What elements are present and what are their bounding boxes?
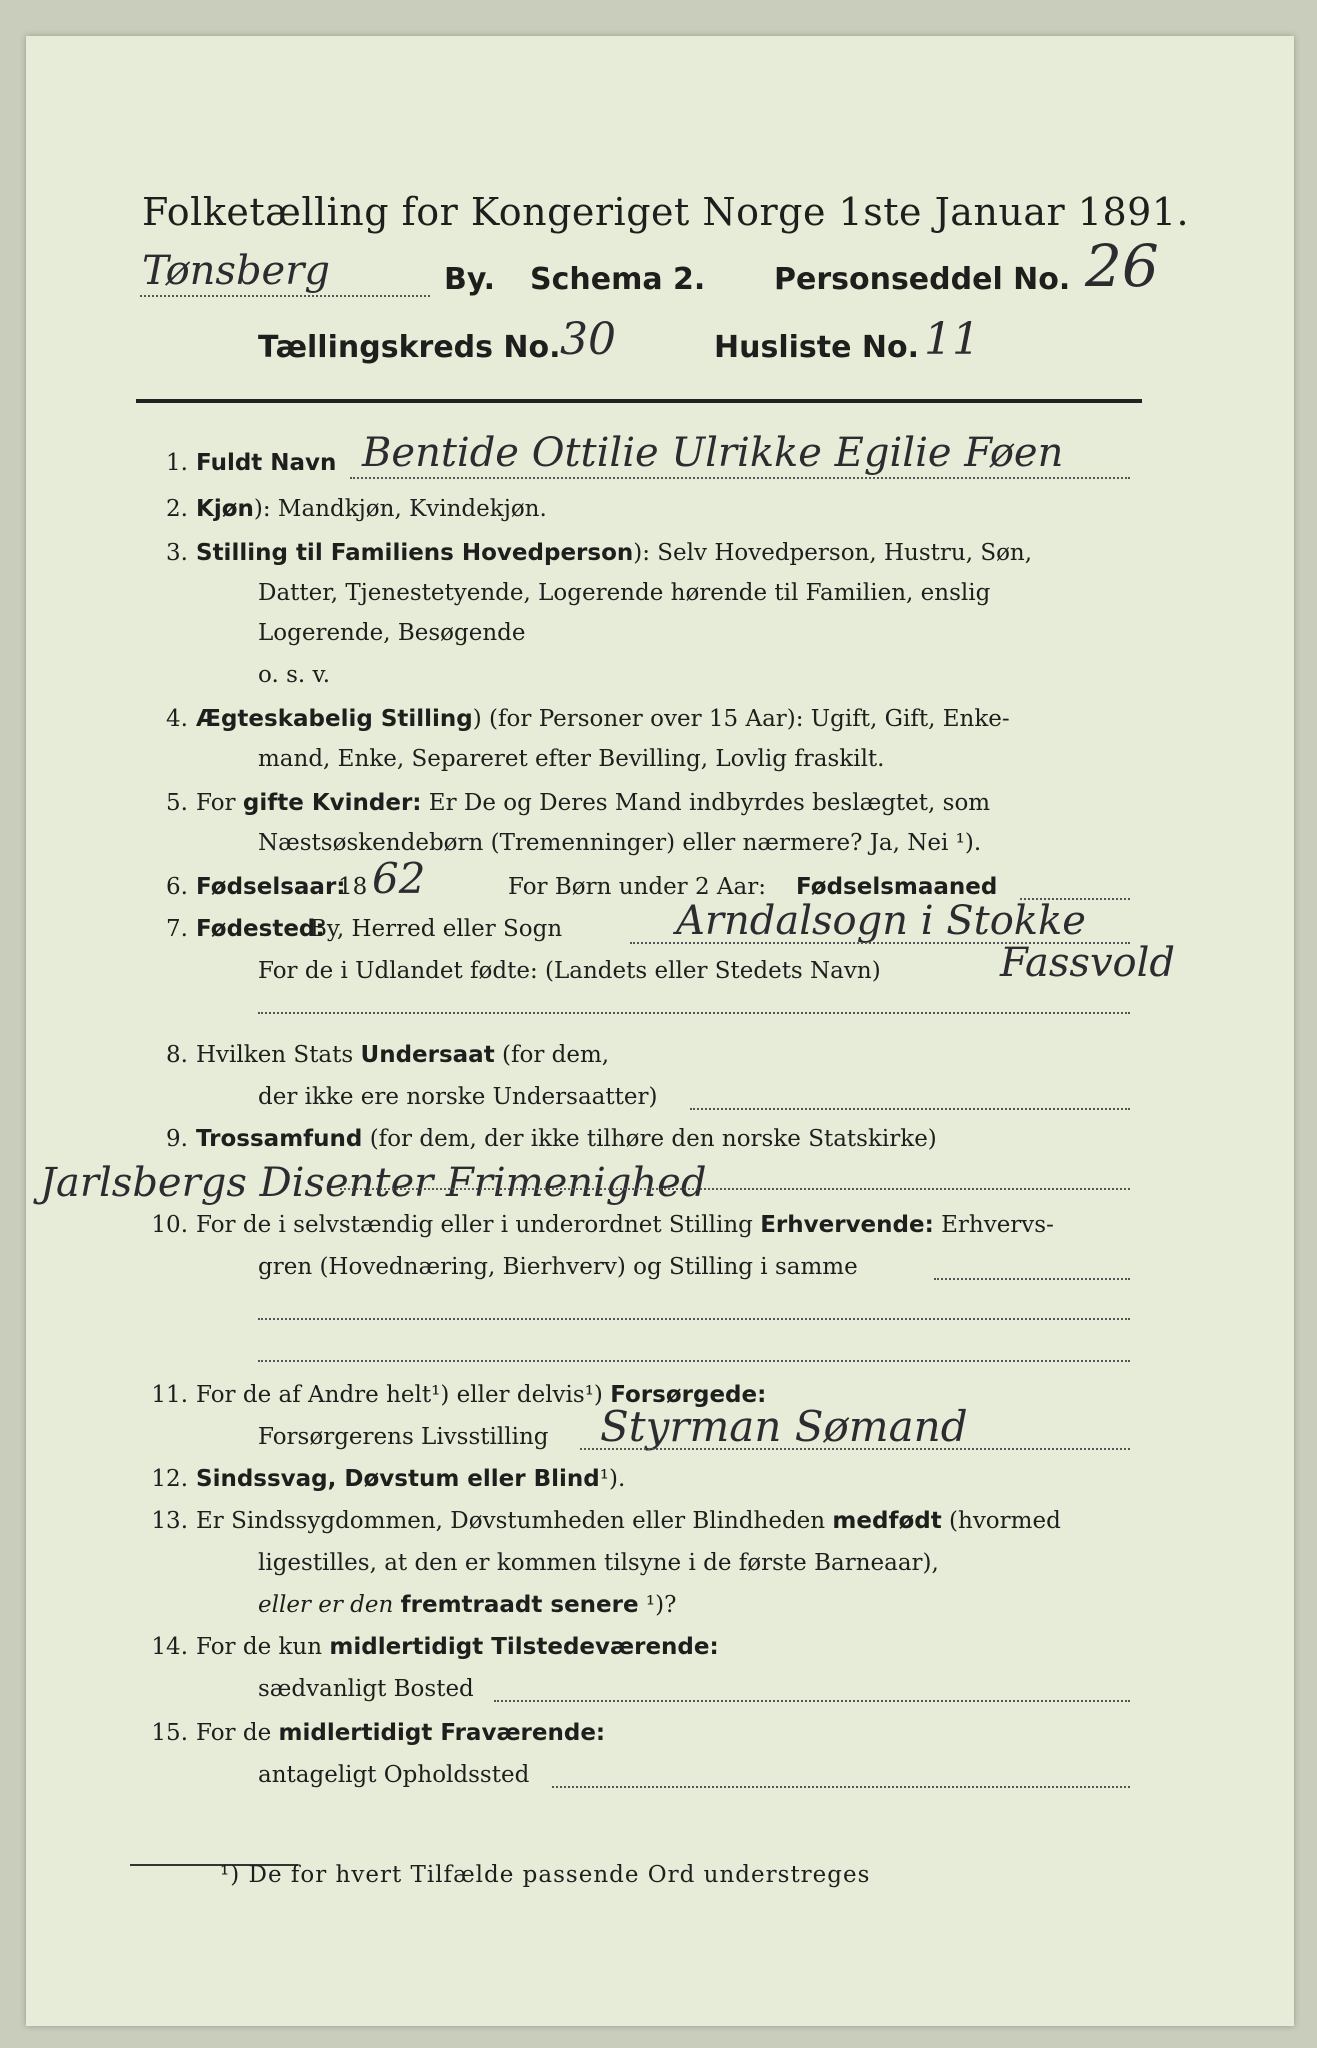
footnote: ¹) De for hvert Tilfælde passende Ord understreges <box>220 1862 871 1888</box>
married-women-label: gifte Kvinder: <box>242 790 422 816</box>
temp-absent-label: midlertidigt Fraværende: <box>278 1720 606 1746</box>
citizenship-text: Hvilken Stats <box>196 1042 354 1068</box>
full-name-value: Bentide Ottilie Ulrikke Egilie Føen <box>362 430 1064 476</box>
religion-line <box>340 1188 1130 1190</box>
occupation-line-1 <box>934 1278 1130 1280</box>
kreds-number: 30 <box>560 314 616 365</box>
item-number: 7. <box>166 916 188 942</box>
citizenship-text-2: (for dem, <box>494 1042 610 1068</box>
by-label: By. <box>444 262 496 297</box>
gender-row <box>196 496 547 522</box>
personseddel-label: Personseddel No. <box>774 262 1071 297</box>
full-name-line <box>350 477 1130 479</box>
item-number: 13. <box>151 1508 188 1534</box>
married-women-question-2: Næstsøskendebørn (Tremenninger) eller nærmere? Ja, Nei ¹). <box>258 830 982 856</box>
item-number: 14. <box>151 1634 188 1660</box>
citizenship-line <box>690 1108 1130 1110</box>
congenital-row <box>196 1508 1061 1534</box>
temp-absent-row <box>196 1720 605 1746</box>
position-options-4: o. s. v. <box>258 662 331 688</box>
congenital-subtext: ligestilles, at den er kommen tilsyne i de første Barneaar), <box>258 1550 939 1576</box>
citizenship-row <box>196 1042 609 1068</box>
occupation-text: For de i selvstændig eller i underordnet Stilling <box>196 1212 753 1238</box>
congenital-subtext-2 <box>258 1592 676 1618</box>
congenital-text-2: (hvormed <box>941 1508 1061 1534</box>
disability-text: ¹). <box>599 1466 626 1492</box>
presumed-residence-label: antageligt Opholdssted <box>258 1762 530 1788</box>
item-number: 9. <box>166 1126 188 1152</box>
schema-label: Schema 2. <box>530 262 706 297</box>
personseddel-number: 26 <box>1085 232 1159 300</box>
marital-label: Ægteskabelig Stilling <box>196 706 473 732</box>
married-women-question-1: Er De og Deres Mand indbyrdes beslægtet, som <box>421 790 991 816</box>
husliste-number: 11 <box>924 314 980 365</box>
married-women-prefix: For <box>196 790 243 816</box>
item-number: 8. <box>166 1042 188 1068</box>
congenital-label: medfødt <box>832 1508 942 1534</box>
husliste-label: Husliste No. <box>714 330 919 365</box>
position-row <box>196 540 1032 566</box>
item-number: 4. <box>166 706 188 732</box>
supported-label: Forsørgede: <box>610 1382 767 1408</box>
congenital-text: Er Sindssygdommen, Døvstumheden eller Blindheden <box>196 1508 826 1534</box>
position-options-1: ): Selv Hovedperson, Hustru, Søn, <box>633 540 1033 566</box>
item-number: 2. <box>166 496 188 522</box>
birth-year-prefix: 18 <box>338 874 368 900</box>
provider-occupation-value: Styrman Sømand <box>600 1402 968 1451</box>
congenital-or: eller er den <box>258 1592 401 1618</box>
city-handwritten: Tønsberg <box>142 248 330 294</box>
item-number: 10. <box>151 1212 188 1238</box>
disability-row <box>196 1466 625 1492</box>
occupation-text-2: Erhvervs- <box>933 1212 1054 1238</box>
item-number: 11. <box>151 1382 188 1408</box>
religion-text: (for dem, der ikke tilhøre den norske Statskirke) <box>362 1126 937 1152</box>
temp-absent-text: For de <box>196 1720 272 1746</box>
married-women-row <box>196 790 990 816</box>
temp-present-label: midlertidigt Tilstedeværende: <box>329 1634 719 1660</box>
item-number: 6. <box>166 874 188 900</box>
gender-label: Kjøn <box>196 496 254 522</box>
position-label: Stilling til Familiens Hovedperson <box>196 540 634 566</box>
item-number: 15. <box>151 1720 188 1746</box>
position-options-2: Datter, Tjenestetyende, Logerende hørende til Familien, enslig <box>258 580 991 606</box>
occupation-line-2 <box>258 1318 1130 1320</box>
marital-options-1: ) (for Personer over 15 Aar): Ugift, Gift, Enke- <box>472 706 1010 732</box>
provider-occupation-label: Forsørgerens Livsstilling <box>258 1424 549 1450</box>
birth-year-label: Fødselsaar: <box>196 874 346 900</box>
marital-row <box>196 706 1010 732</box>
birthplace-options: By, Herred eller Sogn <box>310 916 563 942</box>
birth-month-text: For Børn under 2 Aar: <box>508 874 766 900</box>
religion-label: Trossamfund <box>196 1126 363 1152</box>
birth-year-value: 62 <box>372 854 426 903</box>
occupation-subtext: gren (Hovednæring, Bierhverv) og Stilling i samme <box>258 1254 858 1280</box>
congenital-later-label: fremtraadt senere <box>400 1592 639 1618</box>
religion-value: Jarlsbergs Disenter Frimenighed <box>40 1160 707 1206</box>
item-number: 1. <box>166 450 188 476</box>
marital-options-2: mand, Enke, Separeret efter Bevilling, Lovlig fraskilt. <box>258 746 885 772</box>
item-number: 12. <box>151 1466 188 1492</box>
full-name-label: Fuldt Navn <box>196 450 337 476</box>
citizenship-subtext: der ikke ere norske Undersaatter) <box>258 1084 658 1110</box>
position-options-3: Logerende, Besøgende <box>258 620 526 646</box>
birth-month-label: Fødselsmaaned <box>796 874 998 900</box>
city-dotted-line <box>140 295 430 297</box>
birthplace-value: Arndalsogn i Stokke <box>676 898 1086 944</box>
temp-present-text: For de kun <box>196 1634 323 1660</box>
form-title: Folketælling for Kongeriget Norge 1ste Januar 1891. <box>142 190 1190 234</box>
presumed-residence-line <box>552 1786 1130 1788</box>
occupation-label: Erhvervende: <box>760 1212 934 1238</box>
foreign-birthplace-label: For de i Udlandet fødte: (Landets eller Stedets Navn) <box>258 958 881 984</box>
birthplace-label: Fødested: <box>196 916 325 942</box>
foreign-birthplace-line <box>258 1012 1130 1014</box>
citizenship-label: Undersaat <box>360 1042 495 1068</box>
supported-text: For de af Andre helt¹) eller delvis¹) <box>196 1382 603 1408</box>
item-number: 3. <box>166 540 188 566</box>
kreds-label: Tællingskreds No. <box>258 330 561 365</box>
disability-label: Sindssvag, Døvstum eller Blind <box>196 1466 600 1492</box>
gender-options: ): Mandkjøn, Kvindekjøn. <box>253 496 547 522</box>
header-rule <box>136 399 1142 403</box>
temp-present-row <box>196 1634 719 1660</box>
foreign-birthplace-value: Fassvold <box>1000 940 1176 986</box>
usual-residence-label: sædvanligt Bosted <box>258 1676 474 1702</box>
occupation-line-3 <box>258 1360 1130 1362</box>
usual-residence-line <box>494 1700 1130 1702</box>
occupation-row <box>196 1212 1054 1238</box>
item-number: 5. <box>166 790 188 816</box>
religion-row <box>196 1126 937 1152</box>
congenital-end: ¹)? <box>638 1592 677 1618</box>
provider-occupation-line <box>580 1448 1130 1450</box>
